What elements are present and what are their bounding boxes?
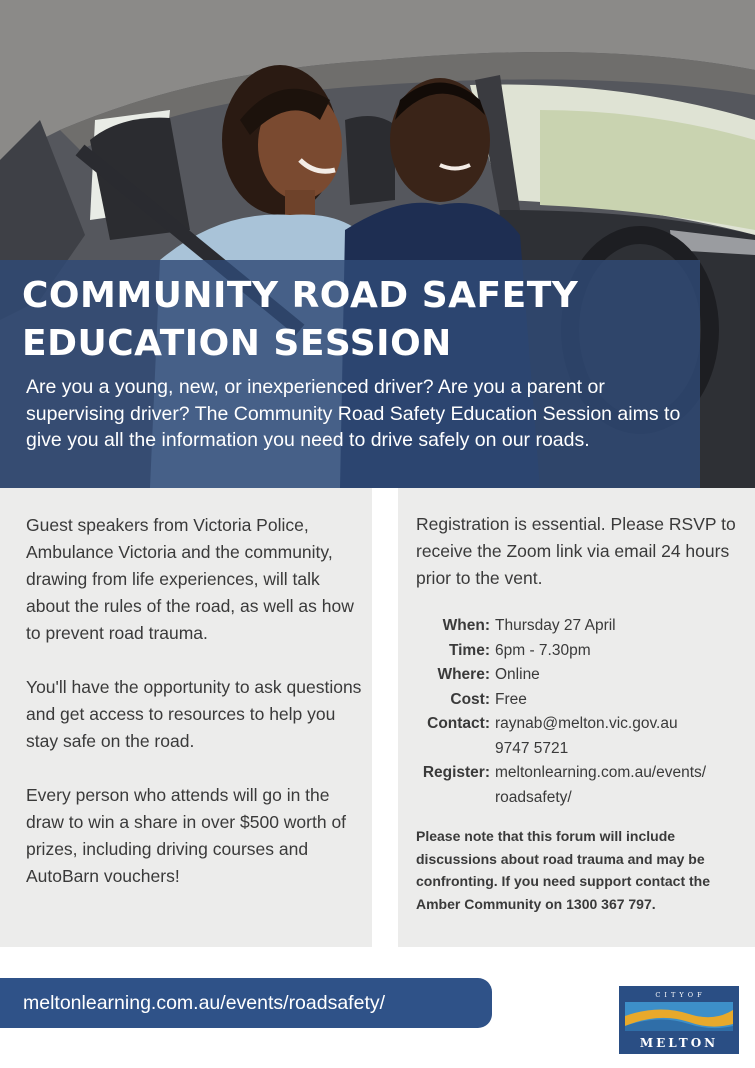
title-line-2: EDUCATION SESSION: [22, 323, 452, 364]
detail-label: Register:: [422, 764, 490, 781]
melton-logo-graphic: [619, 986, 739, 1054]
detail-label: Cost:: [450, 690, 490, 708]
detail-value: Online: [495, 666, 540, 683]
detail-when: [405, 614, 750, 639]
contact-phone: 9747 5721: [495, 739, 569, 757]
trauma-note: Please note that this forum will include discussions about road trauma and may be confronting. If you need support contact the Amber Community on 1300 367 797.: [416, 828, 710, 912]
detail-value: Free: [495, 690, 527, 708]
detail-cost: [405, 688, 750, 713]
footer-url-bar[interactable]: [0, 978, 492, 1028]
prizes-paragraph: Every person who attends will go in the draw to win a share in over $500 worth of prizes, including driving courses and AutoBarn vouchers!: [26, 785, 347, 886]
detail-where: [405, 663, 750, 688]
contact-email-link[interactable]: raynab@melton.vic.gov.au: [495, 715, 678, 732]
detail-label: Where:: [437, 666, 490, 683]
intro-text: Are you a young, new, or inexperienced driver? Are you a parent or supervising driver? The Community Road Safety Education Session aims to give you all the information you need to drive safely on our roads.: [26, 376, 681, 451]
registration-intro: Registration is essential. Please RSVP to receive the Zoom link via email 24 hours prior to the vent.: [416, 514, 736, 588]
title-line-1: COMMUNITY ROAD SAFETY: [22, 275, 579, 316]
logo-bottom-text: MELTON: [639, 1036, 719, 1050]
register-link[interactable]: [495, 761, 706, 810]
footer-url-link[interactable]: meltonlearning.com.au/events/roadsafety/: [23, 991, 386, 1014]
questions-paragraph: You'll have the opportunity to ask questions and get access to resources to help you stay safe on the road.: [26, 677, 362, 751]
register-link-line-1[interactable]: meltonlearning.com.au/events/: [495, 764, 707, 781]
logo-top-text: C I T Y O F: [655, 991, 703, 999]
page-title: [22, 272, 578, 368]
event-details: [405, 614, 750, 810]
register-link-line-2[interactable]: roadsafety/: [495, 788, 572, 806]
detail-value: 6pm - 7.30pm: [495, 641, 591, 659]
detail-value: Thursday 27 April: [495, 617, 616, 634]
city-of-melton-logo: [619, 986, 739, 1054]
detail-label: Time:: [448, 641, 490, 659]
detail-time: [405, 639, 750, 664]
detail-label: Contact:: [427, 715, 490, 732]
detail-label: When:: [442, 617, 490, 634]
detail-contact: [405, 712, 750, 761]
detail-register: [405, 761, 750, 810]
description-column: [26, 512, 366, 917]
speakers-paragraph: Guest speakers from Victoria Police, Ambulance Victoria and the community, drawing from life experiences, will talk about the rules of the road, as well as how to prevent road trauma.: [26, 515, 354, 643]
detail-value: [495, 712, 678, 761]
